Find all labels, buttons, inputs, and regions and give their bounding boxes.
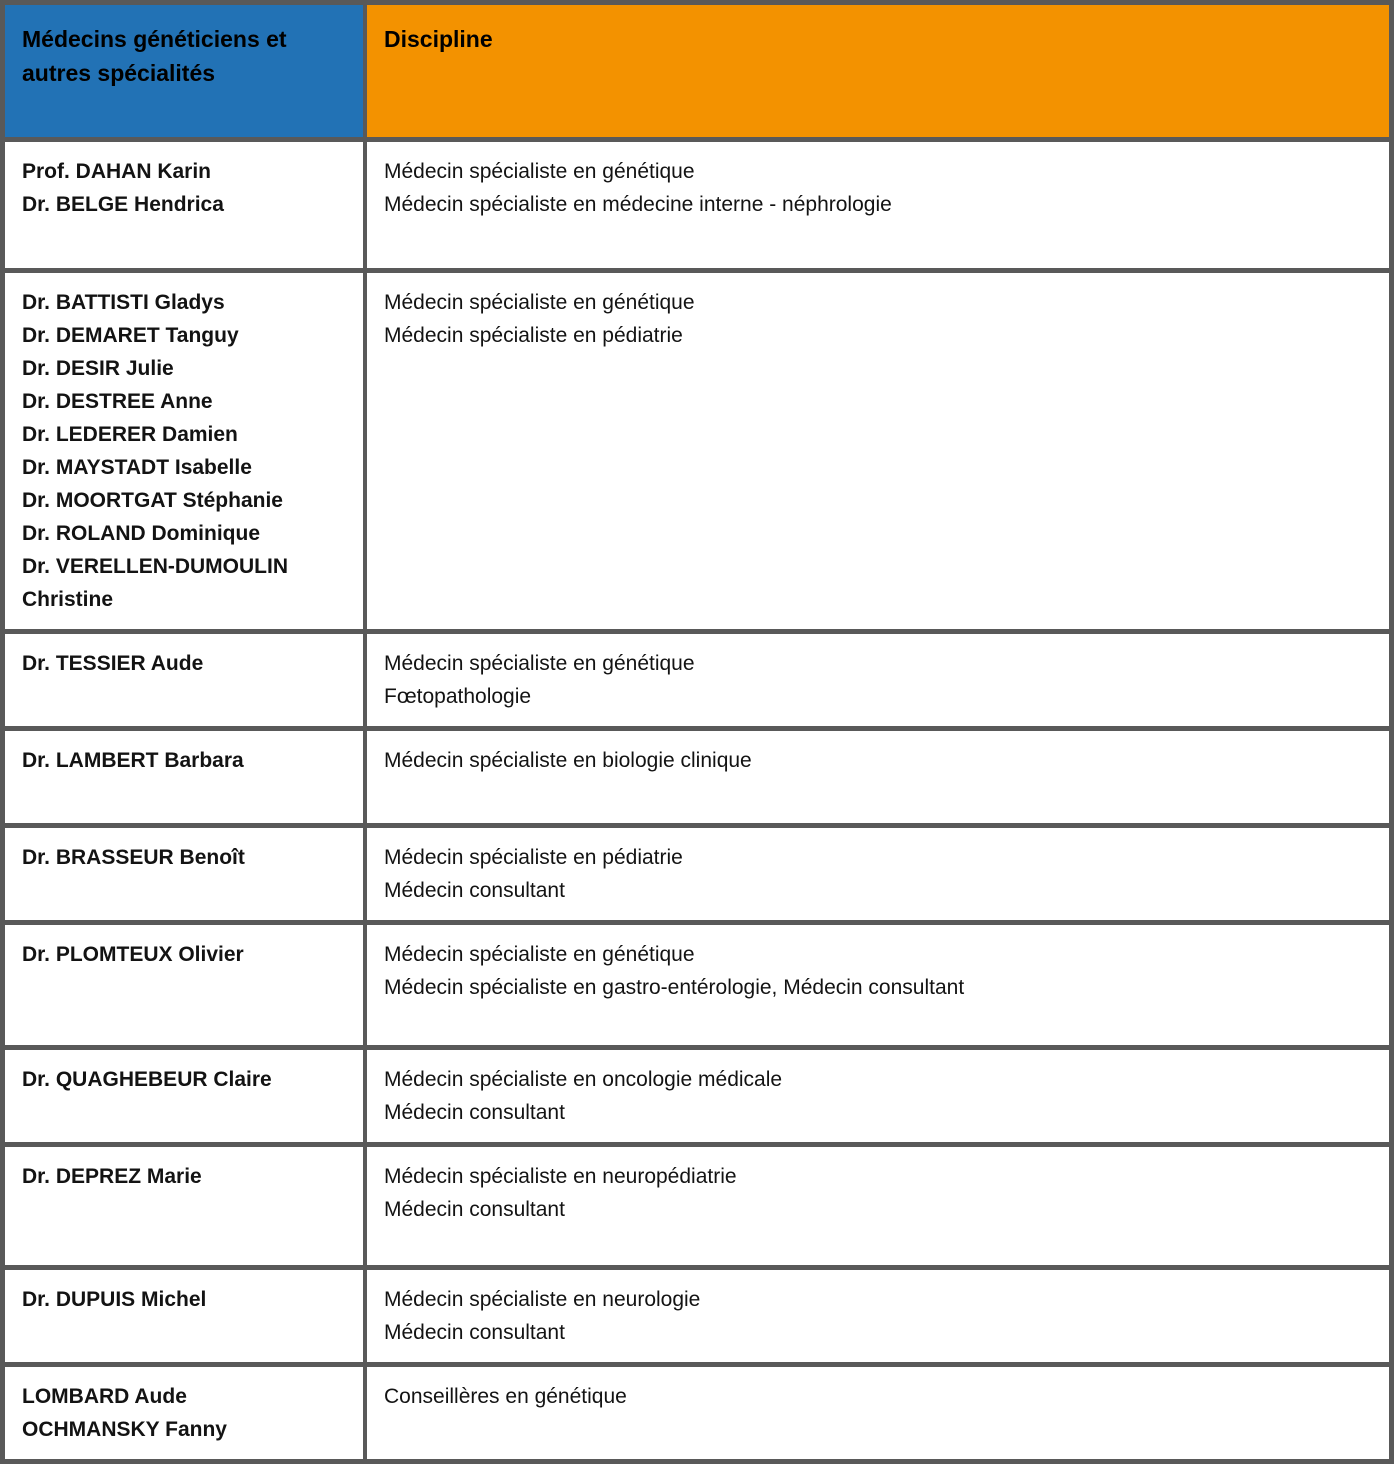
table-row <box>5 268 1389 629</box>
table-row <box>5 726 1389 823</box>
discipline-line: Médecin spécialiste en neurologie <box>384 1288 701 1311</box>
discipline-line: Médecin consultant <box>384 1321 565 1344</box>
doctor-names-cell <box>5 1147 363 1265</box>
doctor-name: Dr. BRASSEUR Benoît <box>22 846 245 869</box>
discipline-cell <box>363 1147 1389 1265</box>
table-row <box>5 1142 1389 1265</box>
doctor-name: Dr. DESTREE Anne <box>22 390 213 413</box>
discipline-line: Médecin spécialiste en oncologie médicale <box>384 1068 783 1091</box>
doctor-names-cell <box>5 925 363 1045</box>
table-row <box>5 1362 1389 1459</box>
discipline-line: Médecin consultant <box>384 1101 565 1124</box>
discipline-line: Médecin spécialiste en pédiatrie <box>384 846 683 869</box>
discipline-cell <box>363 828 1389 920</box>
discipline-line: Médecin spécialiste en génétique <box>384 652 695 675</box>
doctor-names-cell <box>5 1270 363 1362</box>
discipline-cell <box>363 273 1389 629</box>
table-header-row <box>5 5 1389 137</box>
doctor-name: Dr. PLOMTEUX Olivier <box>22 943 244 966</box>
header-doctors-label: Médecins généticiens et autres spécialités <box>22 26 287 86</box>
discipline-line: Conseillères en génétique <box>384 1385 627 1408</box>
doctor-name: Dr. DUPUIS Michel <box>22 1288 207 1311</box>
doctor-names-cell <box>5 1050 363 1142</box>
discipline-line: Fœtopathologie <box>384 685 532 708</box>
header-cell-doctors <box>5 5 363 137</box>
discipline-cell <box>363 1270 1389 1362</box>
discipline-line: Médecin spécialiste en pédiatrie <box>384 324 683 347</box>
doctor-name: Dr. MOORTGAT Stéphanie <box>22 489 283 512</box>
discipline-cell <box>363 1367 1389 1459</box>
doctor-name: Dr. TESSIER Aude <box>22 652 204 675</box>
doctor-names-cell <box>5 142 363 268</box>
doctor-name: Dr. VERELLEN-DUMOULIN Christine <box>22 555 289 611</box>
doctor-name: Dr. MAYSTADT Isabelle <box>22 456 252 479</box>
table-row <box>5 1045 1389 1142</box>
header-discipline-label: Discipline <box>384 26 493 52</box>
doctor-name: Prof. DAHAN Karin <box>22 160 212 183</box>
doctor-names-cell <box>5 1367 363 1459</box>
doctor-name: Dr. LEDERER Damien <box>22 423 238 446</box>
doctor-name: Dr. QUAGHEBEUR Claire <box>22 1068 272 1091</box>
discipline-line: Médecin spécialiste en biologie clinique <box>384 749 752 772</box>
doctor-names-cell <box>5 828 363 920</box>
doctor-names-cell <box>5 731 363 823</box>
table-row <box>5 1265 1389 1362</box>
discipline-line: Médecin spécialiste en génétique <box>384 943 695 966</box>
doctor-name: LOMBARD Aude <box>22 1385 187 1408</box>
doctor-name: Dr. DEMARET Tanguy <box>22 324 239 347</box>
discipline-cell <box>363 925 1389 1045</box>
discipline-line: Médecin consultant <box>384 1198 565 1221</box>
discipline-line: Médecin spécialiste en neuropédiatrie <box>384 1165 737 1188</box>
doctor-name: Dr. DEPREZ Marie <box>22 1165 202 1188</box>
header-cell-discipline <box>363 5 1389 137</box>
doctor-name: Dr. LAMBERT Barbara <box>22 749 244 772</box>
doctor-name: Dr. DESIR Julie <box>22 357 174 380</box>
doctor-name: Dr. BATTISTI Gladys <box>22 291 225 314</box>
table-row <box>5 137 1389 268</box>
discipline-line: Médecin consultant <box>384 879 565 902</box>
discipline-line: Médecin spécialiste en médecine interne - néphrologie <box>384 193 892 216</box>
table-row <box>5 823 1389 920</box>
discipline-cell <box>363 731 1389 823</box>
discipline-line: Médecin spécialiste en génétique <box>384 160 695 183</box>
discipline-cell <box>363 142 1389 268</box>
discipline-cell <box>363 1050 1389 1142</box>
doctor-name: Dr. ROLAND Dominique <box>22 522 261 545</box>
table-row <box>5 920 1389 1045</box>
doctor-name: Dr. BELGE Hendrica <box>22 193 224 216</box>
discipline-line: Médecin spécialiste en gastro-entérologie, Médecin consultant <box>384 976 965 999</box>
doctor-names-cell <box>5 273 363 629</box>
doctor-names-cell <box>5 634 363 726</box>
table-row <box>5 629 1389 726</box>
doctor-name: OCHMANSKY Fanny <box>22 1418 227 1441</box>
discipline-line: Médecin spécialiste en génétique <box>384 291 695 314</box>
discipline-cell <box>363 634 1389 726</box>
